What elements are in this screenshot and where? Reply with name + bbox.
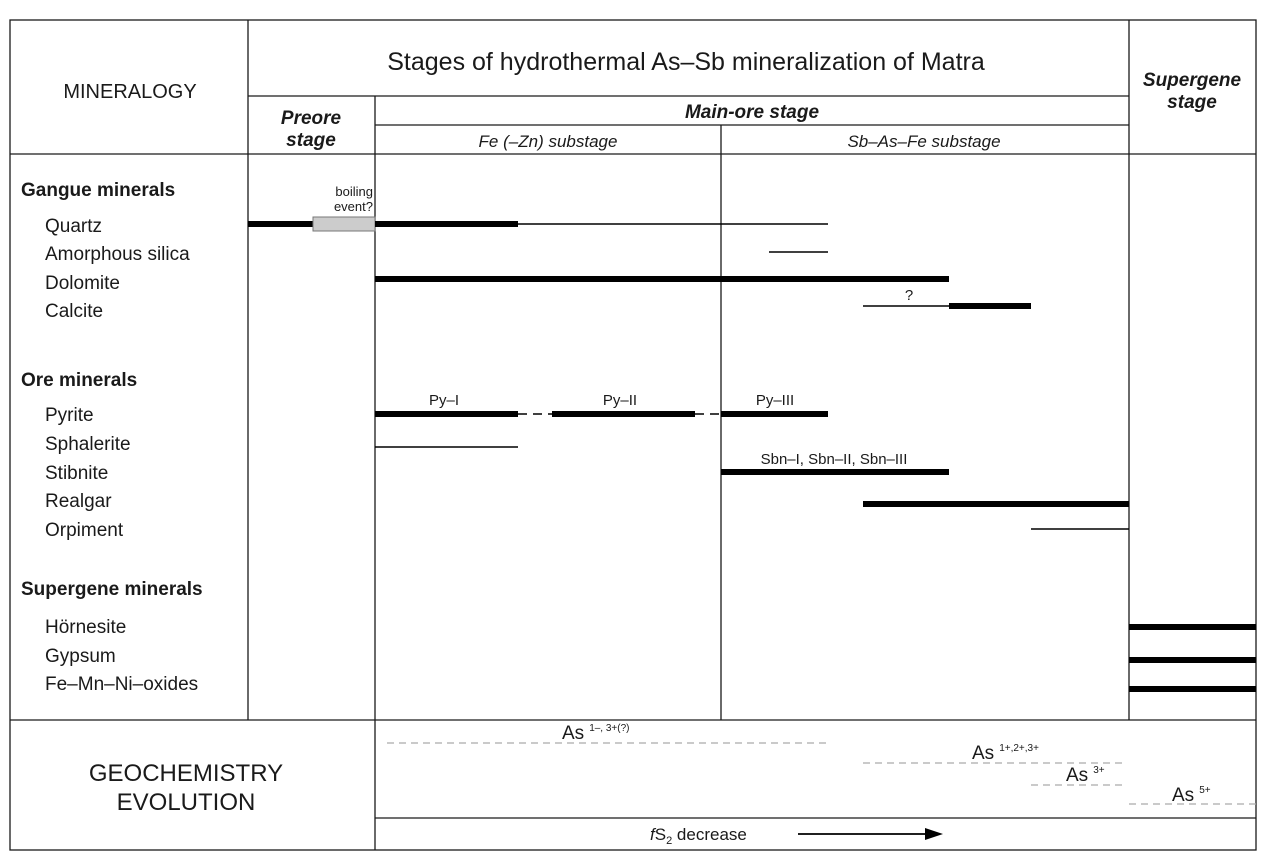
boiling-label-line1: boiling: [335, 184, 373, 199]
mineral-sphalerite: Sphalerite: [45, 434, 131, 455]
supergene-stage-header-line2: stage: [1167, 92, 1217, 113]
label-stibnite-generations: Sbn–I, Sbn–II, Sbn–III: [760, 451, 908, 468]
group-ore-minerals: Ore minerals: [21, 370, 138, 391]
boiling-label-line2: event?: [333, 199, 373, 214]
mineral-stibnite: Stibnite: [45, 463, 109, 484]
preore-stage-header-line2: stage: [286, 130, 336, 151]
mineral-gypsum: Gypsum: [45, 646, 116, 667]
mineral-dolomite: Dolomite: [45, 273, 120, 294]
mineral-orpiment: Orpiment: [45, 520, 124, 541]
table-grid: [10, 20, 1256, 850]
fe-zn-substage-header: Fe (–Zn) substage: [478, 132, 618, 151]
as-1minus-3plus-label: As $^{1-, 3+(?)}$: [562, 723, 630, 744]
outer-frame: [10, 20, 1256, 850]
mineral-fe-mn-ni-oxides: Fe–Mn–Ni–oxides: [45, 674, 199, 695]
group-supergene-minerals: Supergene minerals: [21, 579, 203, 600]
group-gangue-minerals: Gangue minerals: [21, 180, 176, 201]
mineralogy-header: MINERALOGY: [63, 81, 197, 103]
fs2-decrease-label: $fS_2$ decrease: [650, 825, 747, 847]
geochemistry-label-line2: EVOLUTION: [116, 789, 256, 816]
preore-stage-header-line1: Preore: [280, 108, 342, 129]
mineral-realgar: Realgar: [45, 491, 112, 512]
calcite-question-mark: ?: [904, 287, 914, 304]
sb-as-fe-substage-header: Sb–As–Fe substage: [847, 132, 1001, 151]
mineral-amorphous-silica: Amorphous silica: [45, 244, 190, 265]
label-py1: Py–I: [428, 392, 460, 409]
fs2-arrow-head: [925, 828, 943, 840]
label-py2: Py–II: [602, 392, 638, 409]
supergene-stage-header-line1: Supergene: [1142, 70, 1242, 91]
mineral-hornesite: Hörnesite: [45, 617, 127, 638]
mineral-quartz: Quartz: [45, 216, 103, 237]
as-1plus-2plus-3plus-label: As $^{1+,2+,3+}$: [972, 743, 1039, 764]
mineral-calcite: Calcite: [45, 301, 104, 322]
mineral-pyrite: Pyrite: [45, 405, 94, 426]
geochemistry-label-line1: GEOCHEMISTRY: [88, 760, 284, 787]
main-ore-stage-header: Main-ore stage: [684, 102, 820, 123]
as-5plus-label: As $^{5+}$: [1172, 785, 1211, 806]
diagram-title: Stages of hydrothermal As–Sb mineralization of Matra: [387, 48, 985, 76]
bar-quartz-boiling: [313, 217, 375, 231]
label-py3: Py–III: [755, 392, 795, 409]
as-3plus-label: As $^{3+}$: [1066, 765, 1105, 786]
